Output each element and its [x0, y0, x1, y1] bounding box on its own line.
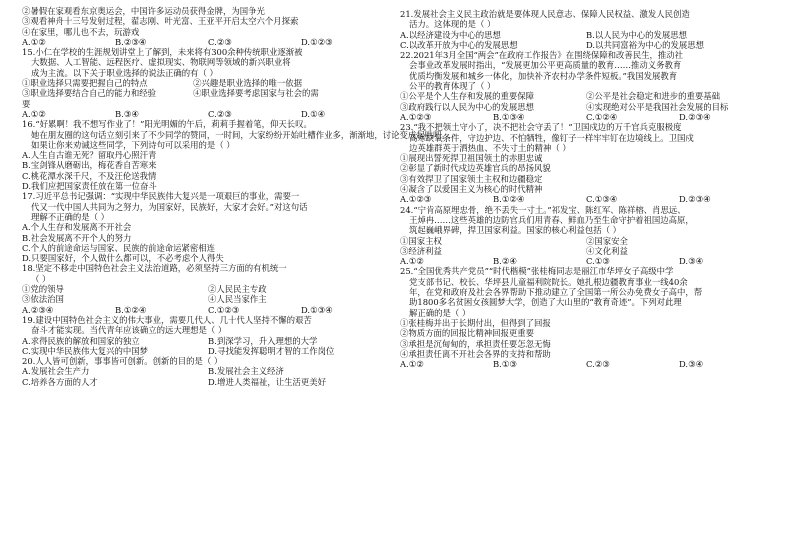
option-d: D.②③④	[679, 111, 711, 122]
option-d: D.我们应把国家责任放在第一位奋斗	[22, 181, 157, 192]
option-b: B.①②④	[115, 304, 147, 315]
question-25-stem: 25.“全国优秀共产党员”“时代楷模”张桂梅同志是丽江市华坪女子高级中学	[400, 266, 674, 277]
choice-item: ③政府践行以人民为中心的发展思想	[400, 101, 534, 112]
question-18-options	[22, 305, 394, 315]
question-22-stem: 会事业改革发展时指出，“发展更加公平更高质量的教育……推动义务教育	[409, 60, 682, 71]
question-22-items	[400, 102, 772, 112]
question-25-options	[400, 359, 772, 369]
choice-item: ①公平是个人生存和发展的重要保障	[400, 91, 534, 102]
question-19-options	[22, 346, 394, 356]
option-b: B.③④	[115, 108, 139, 119]
choice-item: ④职业选择要考虑国家与社会的需	[193, 88, 319, 99]
question-22-stem: 公平的教育体现了（ ）	[409, 81, 496, 92]
choice-item: ③经济利益	[400, 245, 442, 256]
question-20-stem: 20.人人皆可创新，事事皆可创新。创新的目的是（ ）	[22, 356, 223, 367]
question-18-stem: （ ）	[31, 273, 51, 284]
question-17-stem: 代又一代中国人共同为之努力，为国家好，民族好，大家才会好。”对这句话	[31, 201, 308, 212]
option-a: A.①②	[400, 256, 424, 267]
question-18-items	[22, 294, 394, 304]
choice-item: ②物质方面的回报比精神回报更重要	[400, 328, 534, 339]
question-15-stem: 大数据、人工智能、远程医疗、虚拟现实、物联网等领域的新兴职业将	[31, 57, 291, 68]
option-b: B.②③④	[115, 36, 147, 47]
question-17-stem: 17.习近平总书记强调：“实现中华民族伟大复兴是一项艰巨的事业，需要一	[22, 191, 300, 202]
question-18-items	[22, 284, 394, 294]
option-a: A.①②③	[400, 111, 432, 122]
question-22-items	[400, 91, 772, 101]
question-21-stem: 活力。这体现的是（ ）	[409, 19, 496, 30]
option-a: A.以经济建设为中心的思想	[400, 29, 501, 40]
question-22-stem: 22.2021年3月全国“两会”在政府工作报告》在围绕保障和改善民生，推动社	[400, 50, 684, 61]
option-c: C.个人的前途命运与国家、民族的前途命运紧密相连	[22, 242, 216, 253]
option-d: D.②③④	[679, 194, 711, 205]
option-a: A.发展社会生产力	[22, 366, 90, 377]
question-25-stem: 年，在党和政府及社会各界帮助下推动建立了全国第一所公办免费女子高中，帮	[409, 287, 703, 298]
option-a: A.①②	[22, 108, 46, 119]
choice-item: ④人民当家作主	[208, 294, 267, 305]
choice-item: ④承担责任离不开社会各界的支持和帮助	[400, 348, 551, 359]
choice-item: ②公平是社会稳定和进步的重要基础	[586, 91, 720, 102]
question-25-stem: 党支部书记、校长、华坪县儿童福利院院长。她扎根边疆教育事业一线40余	[409, 276, 688, 287]
choice-item: ③有效捍卫了国家领土主权和边疆稳定	[400, 173, 543, 184]
option-b: B.①②④	[493, 194, 525, 205]
choice-item: ③职业选择要结合自己的能力和经验	[22, 88, 156, 99]
option-b: B.②④	[493, 256, 517, 267]
question-16-stem: 她在朋友圈的这句话立刻引来了不少同学的赞同，一时间，大家纷纷开始吐槽作业多，渐渐地，讨论变成起哄吧。	[31, 129, 450, 140]
option-d: D.①②③	[301, 36, 333, 47]
choice-item: ①职业选择只需要把握自己的特点	[22, 78, 148, 89]
choice-item: ①国家主权	[400, 235, 442, 246]
option-b: B.①③④	[493, 111, 525, 122]
choice-item: ②兴趣是职业选择的唯一依据	[193, 78, 302, 89]
question-17-stem: 理解不正确的是（ ）	[31, 211, 110, 222]
option-b: B.①③	[493, 359, 517, 370]
question-18-stem: 18.坚定不移走中国特色社会主义法治道路，必须坚持三方面的有机统一	[22, 263, 287, 274]
answer-options	[22, 37, 394, 47]
option-b: B.社会发展离不开个人的努力	[22, 232, 132, 243]
option-b: B.宝剑锋从磨砺出，梅花香自苦寒来	[22, 160, 157, 171]
option-c: C.以改革开放为中心的发展思想	[400, 39, 518, 50]
choice-item: ①党的领导	[22, 284, 64, 295]
option-c: C.①②③	[208, 304, 240, 315]
choice-item: ①张桂梅并出于长期付出，但得到了回报	[400, 317, 551, 328]
option-c: C.培养各方面的人才	[22, 376, 98, 387]
question-25-stem: 助1800多名贫困女孩圆梦大学，创造了大山里的“教育奇迹”。下列对此理	[409, 297, 682, 308]
option-b: B.到深学习，升入理想的大学	[208, 335, 318, 346]
question-24-items	[400, 246, 772, 256]
option-d: D.③④	[679, 359, 704, 370]
option-c: C.①③	[586, 256, 610, 267]
question-24-options	[400, 256, 772, 266]
question-21-options	[400, 30, 772, 40]
option-c: C.桃花潭水深千尺，不及汪伦送我情	[22, 170, 157, 181]
choice-item: ③依法治国	[22, 294, 64, 305]
choice-item: ④实现绝对公平是我国社会发展的目标	[586, 101, 729, 112]
question-21-options	[400, 40, 772, 50]
choice-item: ④凝含了以爱国主义为核心的时代精神	[400, 184, 543, 195]
text-line: 要	[22, 98, 31, 109]
question-19-options	[22, 336, 394, 346]
question-23-stem: 高寒缺氧条件，守边护边、不怕牺牲，像钉子一样牢牢钉在边境线上。卫国戍	[409, 132, 694, 143]
question-19-stem: 19.建设中国特色社会主义的伟大事业，需要几代人、几十代人坚持不懈的艰苦	[22, 314, 312, 325]
option-d: D.③④	[679, 256, 704, 267]
option-d: D.①③④	[301, 304, 333, 315]
choice-item: ④文化利益	[586, 245, 628, 256]
choice-item: ③承担是沉甸甸的，承担责任要怎忽无悔	[400, 338, 551, 349]
option-d: D.①④	[301, 108, 326, 119]
option-a: A.②③④	[22, 304, 54, 315]
question-21-stem: 21.发展社会主义民主政治就是要体现人民意志、保障人民权益、激发人民创造	[400, 9, 690, 19]
option-c: C.②③	[208, 36, 232, 47]
option-d: D.增进人类福祉，让生活更美好	[208, 376, 326, 387]
option-b: B.以人民为中心的发展思想	[586, 29, 687, 40]
choice-item: ②人民民主专政	[208, 284, 267, 295]
question-24-stem: 筑起巍峨界碑，捍卫国家利益。国家的核心利益包括（ ）	[409, 225, 622, 236]
text-line: ③观看神舟十三号发射过程，翟志刚、叶光富、王亚平开启太空六个月探索	[22, 16, 299, 27]
option-a: A.①②	[400, 359, 424, 370]
option-d: D.只要国家好，个人做什么都可以，不必考虑个人得失	[22, 253, 224, 264]
option-a: A.①②	[22, 36, 46, 47]
option-a: A.①②③	[400, 194, 432, 205]
question-16-stem: 16.“好累啊！我不想写作业了！”阳光明媚的午后，莉莉手握着笔，仰天长叹。	[22, 119, 312, 130]
text-line: ②暑假在家观看东京奥运会，中国许多运动员获得金牌，为国争光	[22, 6, 265, 16]
option-b: B.发展社会主义经济	[208, 366, 284, 377]
choice-item: ②彰显了新时代戍边英雄官兵的昂扬风貌	[400, 163, 551, 174]
option-a: A.人生自古谁无死？留取丹心照汗青	[22, 150, 157, 161]
question-23-stem: 边英雄群英于洒热血、不失寸土的精神（ ）	[409, 142, 571, 153]
option-a: A.个人生存和发展离不开社会	[22, 222, 132, 233]
question-23-stem: 23.“我不把领土守小了，决不把社会守丢了！”卫国戍边的万千官兵克服极度	[400, 122, 682, 133]
question-15-stem: 成为主流。以下关于职业选择的说法正确的有（ ）	[31, 67, 218, 78]
option-c: C.实现中华民族伟大复兴的中国梦	[22, 345, 149, 356]
option-c: C.②③	[208, 108, 232, 119]
option-c: C.①③④	[586, 194, 618, 205]
question-16-stem: 如果让你来劝诫这些同学，下列诗句可以采用的是（ ）	[31, 139, 235, 150]
right-column	[400, 6, 772, 369]
question-15-items	[22, 78, 394, 88]
question-24-items	[400, 236, 772, 246]
question-15-options	[22, 109, 394, 119]
option-d: D.以共同富裕为中心的发展思想	[586, 39, 704, 50]
question-15-stem: 15.小仁在学校的生涯规划讲堂上了解到，未来将有300余种传统职业逐渐被	[22, 47, 303, 58]
question-23-options	[400, 194, 772, 204]
question-22-options	[400, 112, 772, 122]
question-24-stem: 王焯冉……这些英雄的边防官兵们用青春、鲜血乃至生命守护着祖国边高原，	[409, 214, 694, 225]
question-20-options	[22, 366, 394, 376]
text-line: ④在家里，哪儿也不去，玩游戏	[22, 26, 140, 37]
option-a: A.求得民族的解放和国家的独立	[22, 335, 140, 346]
question-24-stem: 24.“宁肯高原埋忠骨，绝不丢失一寸土。”祁发宝、陈红军、陈祥榕、肖思远、	[400, 204, 686, 215]
choice-item: ①展现出誓死捍卫祖国领土的赤胆忠诚	[400, 153, 543, 164]
option-c: C.①②④	[586, 111, 618, 122]
choice-item: ②国家安全	[586, 235, 628, 246]
question-25-stem: 解正确的是（ ）	[409, 307, 471, 318]
option-d: D.寻找能发挥聪明才智的工作岗位	[208, 345, 335, 356]
question-19-stem: 奋斗才能实现。当代青年应该确立的远大理想是（ ）	[31, 325, 227, 336]
option-c: C.②③	[586, 359, 610, 370]
question-20-options	[22, 377, 394, 387]
question-22-stem: 优质均衡发展和城乡一体化，加快补齐农村办学条件短板。”我国发展教育	[409, 70, 678, 81]
question-15-items	[22, 88, 394, 98]
